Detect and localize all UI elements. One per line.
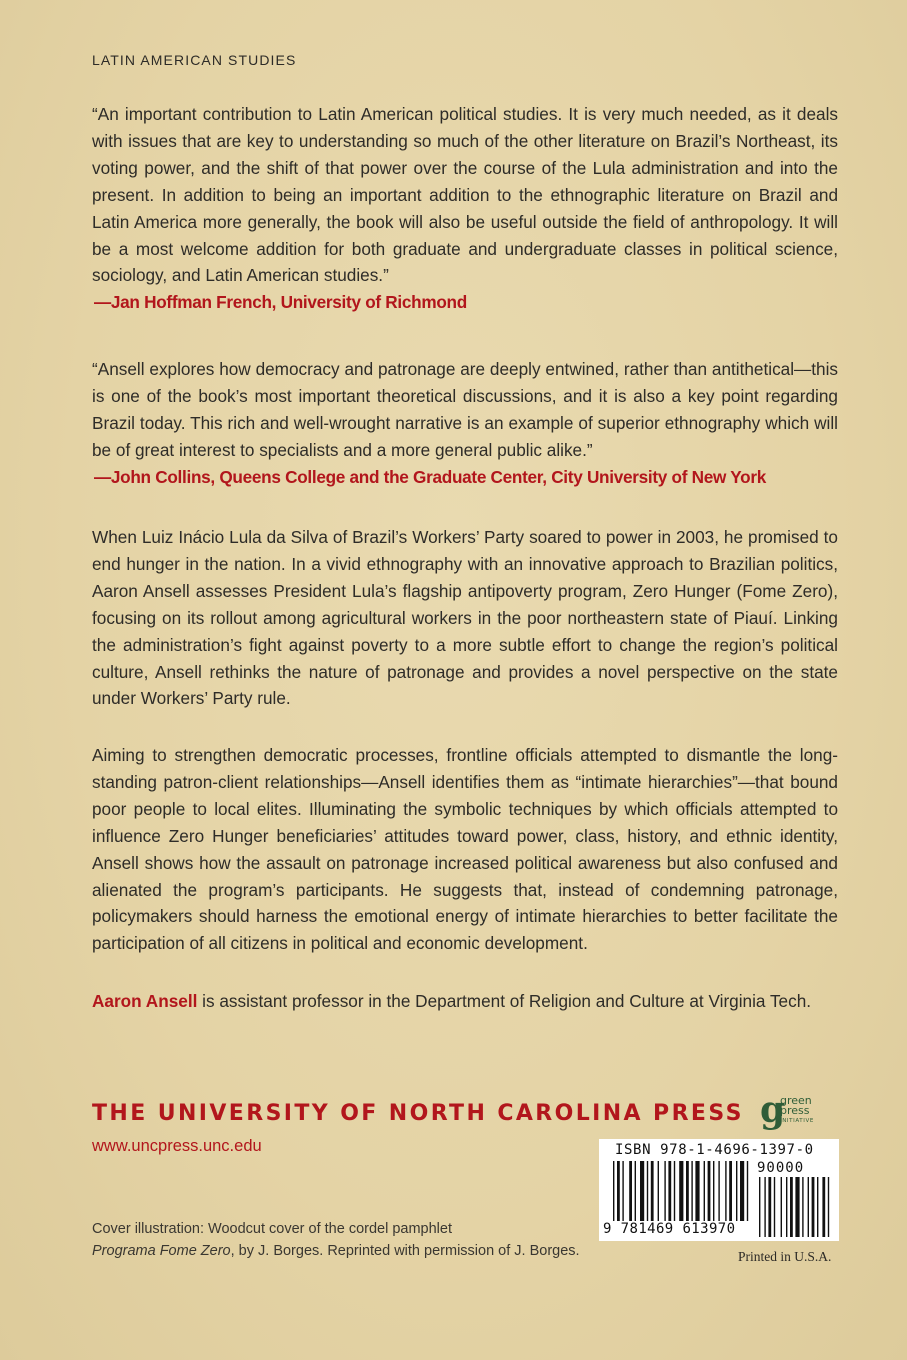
author-bio-text: is assistant professor in the Department of Religion and Culture at Virginia Tech. — [197, 991, 812, 1011]
blurb-quote-1 — [92, 101, 838, 316]
barcode-addon-bar — [768, 1177, 771, 1237]
barcode-bar — [725, 1161, 726, 1221]
barcode-bar — [613, 1161, 614, 1221]
isbn-barcode — [599, 1139, 839, 1241]
barcode-bar — [674, 1161, 675, 1221]
green-press-word-initiative: INITIATIVE — [780, 1118, 814, 1124]
barcode-addon-bar — [802, 1177, 803, 1237]
barcode-bar — [713, 1161, 714, 1221]
barcode-bar — [736, 1161, 737, 1221]
barcode-bar — [686, 1161, 689, 1221]
barcode-addon-bar — [759, 1177, 760, 1237]
blurb-quote-2-attribution: —John Collins, Queens College and the Graduate Center, City University of New York — [94, 466, 766, 487]
barcode-addon-bar — [808, 1177, 809, 1237]
barcode-bar — [640, 1161, 644, 1221]
author-bio — [92, 988, 838, 1015]
cover-credit-line-1: Cover illustration: Woodcut cover of the cordel pamphlet — [92, 1221, 452, 1237]
barcode-bar — [622, 1161, 623, 1221]
author-name: Aaron Ansell — [92, 991, 198, 1011]
green-press-wordmark — [780, 1096, 814, 1126]
green-press-g-mark: g — [760, 1089, 786, 1131]
barcode-bar — [629, 1161, 632, 1221]
barcode-bar — [704, 1161, 705, 1221]
cover-credit — [92, 1218, 580, 1262]
barcode-bar — [668, 1161, 671, 1221]
author-bio-line — [92, 988, 838, 1015]
cover-credit-rest: , by J. Borges. Reprinted with permission of J. Borges. — [230, 1243, 580, 1259]
publisher-name: THE UNIVERSITY OF NORTH CAROLINA PRESS — [92, 1101, 744, 1126]
description-text-2: Aiming to strengthen democratic processes, frontline officials attempted to dismantle the long-standing patron-client relationships—Ansell identifies them as “intimate hierarchies”—that bound poor people to local elites. Illuminating the symbolic techniques by which officials attempted to influence Zero Hunger beneficiaries’ attitudes toward power, class, history, and ethnic identity, Ansell shows how the assault on patronage increased political awareness but also confused and alienated the program’s participants. He suggests that, instead of condemning patronage, policymakers should harness the emotional energy of intimate hierarchies to better facilitate the participation of all citizens in political and economic development. — [92, 745, 838, 954]
barcode-addon-bar — [817, 1177, 818, 1237]
barcode-addon-bar — [774, 1177, 775, 1237]
barcode-bar — [658, 1161, 659, 1221]
barcode-bar — [647, 1161, 648, 1221]
price-code: 90000 — [757, 1160, 805, 1176]
barcode-addon-bar — [790, 1177, 793, 1237]
barcode-bar — [664, 1161, 665, 1221]
description-paragraph-2 — [92, 742, 838, 957]
blurb-quote-1-text: “An important contribution to Latin American political studies. It is very much needed, as it deals with issues that are key to understanding so much of the other literature on Brazil’s Northeast, its voting power, and the shift of that power over the course of the Lula administration and into the present. In addition to being an important addition to the ethnographic literature on Brazil and Latin America more generally, the book will also be useful outside the field of anthropology. It will be a most welcome addition for both graduate and undergraduate classes in political science, sociology, and Latin American studies.” — [92, 104, 838, 286]
barcode-bar — [718, 1161, 719, 1221]
barcode-addon-bar — [828, 1177, 829, 1237]
cover-credit-title: Programa Fome Zero — [92, 1243, 231, 1259]
barcode-addon-bar — [822, 1177, 825, 1237]
barcode-addon-bar — [764, 1177, 765, 1237]
printed-in-label: Printed in U.S.A. — [738, 1249, 832, 1264]
series-label: LATIN AMERICAN STUDIES — [92, 52, 297, 68]
cover-credit-line-2 — [92, 1240, 580, 1262]
barcode-bar — [679, 1161, 683, 1221]
isbn-number: ISBN 978-1-4696-1397-0 — [615, 1142, 814, 1158]
barcode-addon-bar — [786, 1177, 787, 1237]
barcode-bar — [617, 1161, 620, 1221]
publisher-url[interactable]: www.uncpress.unc.edu — [92, 1137, 262, 1155]
barcode-bar — [747, 1161, 748, 1221]
barcode-bar — [691, 1161, 692, 1221]
description-text-1: When Luiz Inácio Lula da Silva of Brazil’s Workers’ Party soared to power in 2003, he promised to end hunger in the nation. In a vivid ethnography with an innovative approach to Brazilian politics, Aaron Ansell assesses President Lula’s flagship antipoverty program, Zero Hunger (Fome Zero), focusing on its rollout among agricultural workers in the poor northeastern state of Piauí. Linking the administration’s fight against poverty to a more subtle effort to change the region’s political culture, Ansell rethinks the nature of patronage and provides a novel perspective on the state under Workers’ Party rule. — [92, 527, 838, 709]
green-press-word-green: green — [780, 1094, 812, 1107]
barcode-bar — [740, 1161, 744, 1221]
barcode-bar — [651, 1161, 654, 1221]
green-press-initiative-logo — [760, 1089, 840, 1131]
blurb-quote-1-attribution: —Jan Hoffman French, University of Richmond — [94, 292, 467, 313]
barcode-bar — [695, 1161, 699, 1221]
barcode-bar — [635, 1161, 636, 1221]
barcode-bar — [729, 1161, 732, 1221]
green-press-word-press: press — [780, 1104, 810, 1117]
barcode-addon-bar — [781, 1177, 782, 1237]
barcode-addon-bar — [795, 1177, 799, 1237]
blurb-quote-2 — [92, 356, 838, 491]
description-paragraph-1 — [92, 524, 838, 712]
barcode-digits: 9 781469 613970 — [603, 1221, 736, 1237]
barcode-bar — [708, 1161, 711, 1221]
barcode-addon-bar — [812, 1177, 815, 1237]
blurb-quote-2-text: “Ansell explores how democracy and patronage are deeply entwined, rather than antithetical—this is one of the book’s most important theoretical discussions, and it is also a key point regarding Brazil today. This rich and well-wrought narrative is an example of superior ethnography which will be of great interest to specialists and a more general public alike.” — [92, 359, 838, 460]
